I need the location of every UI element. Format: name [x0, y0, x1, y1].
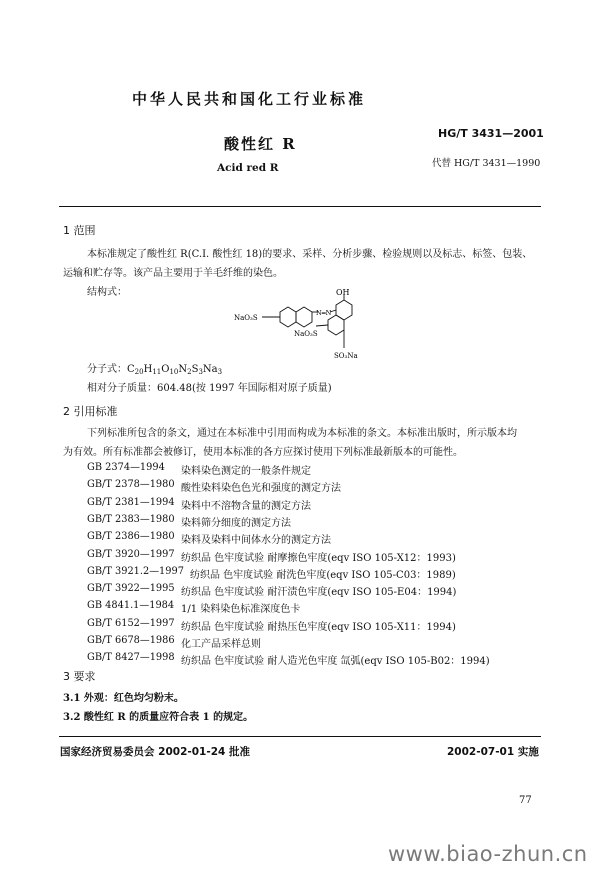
reference-code: GB/T 3922—1995 [87, 583, 175, 594]
section-3-heading: 3 要求 [63, 670, 96, 683]
reference-title: 1/1 染料染色标准深度色卡 [181, 604, 301, 615]
requirement-3-2: 3.2 酸性红 R 的质量应符合表 1 的规定。 [63, 712, 254, 723]
reference-title: 纺织品 色牢度试验 耐汗渍色牢度(eqv ISO 105-E04：1994) [181, 587, 457, 598]
bottom-sulfonate-label: SO₃Na [334, 352, 358, 360]
references-paragraph-line-2: 为有效。所有标准都会被修订，使用本标准的各方应探讨使用下列标准最新版本的可能性。 [63, 447, 463, 458]
implementation-date: 2002-07-01 实施 [447, 746, 539, 758]
reference-code: GB/T 2378—1980 [87, 479, 175, 490]
references-paragraph-line-1: 下列标准所包含的条文，通过在本标准中引用而构成为本标准的条文。本标准出版时，所示版本均 [87, 428, 517, 439]
section-1-heading: 1 范围 [63, 224, 96, 237]
reference-title: 纺织品 色牢度试验 耐摩擦色牢度(eqv ISO 105-X12：1993) [181, 553, 456, 564]
standard-category: 中华人民共和国化工行业标准 [132, 90, 367, 108]
english-title: Acid red R [217, 162, 279, 174]
right-ring-b [328, 315, 344, 335]
reference-title: 染料中不溶物含量的测定方法 [181, 501, 311, 512]
reference-code: GB 2374—1994 [87, 462, 165, 473]
page-title: 酸性红 R [224, 135, 297, 153]
scope-paragraph-line-2: 运输和贮存等。该产品主要用于羊毛纤维的染色。 [63, 268, 283, 279]
reference-title: 纺织品 色牢度试验 耐人造光色牢度 氙弧(eqv ISO 105-B02：1994) [181, 656, 490, 667]
molecular-mass: 相对分子质量：604.48(按 1997 年国际相对原子质量) [87, 383, 332, 394]
molecular-formula-value: $C_{20}H_{11}O_{10}N_2S_3Na_3$ [127, 364, 223, 376]
approval-date: 国家经济贸易委员会 2002-01-24 批准 [60, 746, 250, 758]
reference-title: 纺织品 色牢度试验 耐热压色牢度(eqv ISO 105-X11：1994) [181, 622, 456, 633]
reference-code: GB/T 2381—1994 [87, 497, 175, 508]
footer-rule [59, 736, 541, 737]
reference-code: GB/T 3920—1997 [87, 549, 175, 560]
reference-code: GB/T 2386—1980 [87, 531, 175, 542]
left-sulfonate-label: NaO₃S [234, 314, 258, 322]
section-2-heading: 2 引用标准 [63, 405, 118, 418]
requirement-3-1: 3.1 外观：红色均匀粉末。 [63, 693, 184, 704]
reference-code: GB/T 2383—1980 [87, 514, 175, 525]
reference-title: 染料筛分细度的测定方法 [181, 518, 291, 529]
scope-paragraph-line-1: 本标准规定了酸性红 R(C.I. 酸性红 18)的要求、采样、分析步骤、检验规则以及标志、标签、包装、 [87, 249, 533, 260]
replaces-note: 代替 HG/T 3431—1990 [432, 158, 541, 169]
reference-title: 纺织品 色牢度试验 耐洗色牢度(eqv ISO 105-C03：1989) [190, 570, 456, 581]
reference-code: GB/T 6678—1986 [87, 635, 175, 646]
header-rule [59, 206, 541, 207]
standard-code: HG/T 3431—2001 [438, 127, 544, 140]
structural-formula-diagram [232, 288, 392, 368]
reference-code: GB 4841.1—1984 [87, 600, 175, 611]
reference-title: 染料染色测定的一般条件规定 [181, 466, 311, 477]
reference-code: GB/T 6152—1997 [87, 618, 175, 629]
page-number: 77 [519, 795, 532, 806]
left-ring-a [280, 307, 296, 327]
left-ring-b [296, 307, 312, 327]
reference-title: 酸性染料染色色光和强度的测定方法 [181, 483, 341, 494]
reference-code: GB/T 3921.2—1997 [87, 566, 184, 577]
structure-label: 结构式： [87, 287, 127, 298]
azo-bond-label: N═N [316, 309, 332, 317]
middle-sulfonate-label: NaO₃S [294, 330, 318, 338]
reference-title: 染料及染料中间体水分的测定方法 [181, 535, 331, 546]
molecular-formula [87, 360, 222, 376]
oh-group-label: OH [336, 288, 350, 297]
reference-code: GB/T 8427—1998 [87, 652, 175, 663]
reference-title: 化工产品采样总则 [181, 639, 261, 650]
molecular-formula-label: 分子式： [87, 364, 127, 375]
site-watermark: www.biao-zhun.cn [388, 842, 588, 866]
